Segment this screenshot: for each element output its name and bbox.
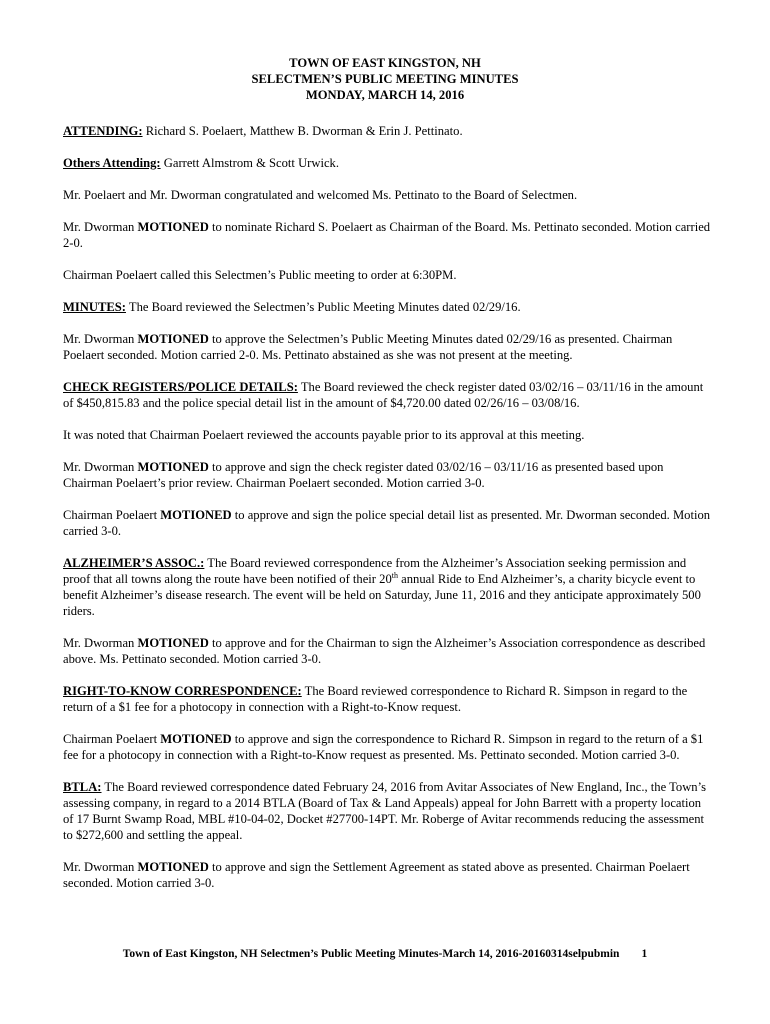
motion-paragraph	[63, 331, 713, 363]
paragraph-text: Chairman Poelaert	[63, 508, 161, 522]
paragraph-text: Mr. Dworman	[63, 460, 138, 474]
header-town: TOWN OF EAST KINGSTON, NH	[289, 56, 481, 70]
right-to-know-paragraph	[63, 683, 713, 715]
section-label: Others Attending:	[63, 156, 161, 170]
section-label: RIGHT-TO-KNOW CORRESPONDENCE:	[63, 684, 302, 698]
motion-keyword: MOTIONED	[160, 732, 232, 746]
btla-paragraph	[63, 779, 713, 843]
motion-paragraph	[63, 859, 713, 891]
minutes-paragraph	[63, 299, 713, 315]
check-registers-paragraph	[63, 379, 713, 411]
ordinal-suffix: th	[391, 570, 398, 580]
motion-paragraph	[63, 459, 713, 491]
paragraph-text: to approve the Selectmen’s Public Meeting Minutes dated 02/29/16 as presented. Chairman Poelaert seconded. Motion carried 2-0. Ms. Pettinato abstained as she was not present at the meeting.	[63, 332, 673, 362]
section-label: CHECK REGISTERS/POLICE DETAILS:	[63, 380, 298, 394]
paragraph-text: to nominate Richard S. Poelaert as Chairman of the Board. Ms. Pettinato seconded. Motion carried 2-0.	[63, 220, 711, 250]
header-title: SELECTMEN’S PUBLIC MEETING MINUTES	[251, 72, 519, 86]
footer-text: Town of East Kingston, NH Selectmen’s Public Meeting Minutes-March 14, 2016-20160314selpubmin	[122, 948, 620, 960]
attending-paragraph	[63, 123, 713, 139]
section-label: ALZHEIMER’S ASSOC.:	[63, 556, 205, 570]
minutes-body	[63, 123, 713, 907]
paragraph-text: Mr. Dworman	[63, 636, 138, 650]
motion-keyword: MOTIONED	[137, 636, 209, 650]
paragraph-text: to approve and sign the Settlement Agreement as stated above as presented. Chairman Poelaert seconded. Motion carried 3-0.	[63, 860, 690, 890]
call-to-order-paragraph: Chairman Poelaert called this Selectmen’s Public meeting to order at 6:30PM.	[63, 268, 457, 282]
page-footer	[0, 946, 770, 962]
paragraph-text: Chairman Poelaert	[63, 732, 161, 746]
alzheimers-paragraph	[63, 555, 713, 619]
paragraph-text: Mr. Dworman	[63, 860, 138, 874]
motion-keyword: MOTIONED	[160, 508, 232, 522]
section-label: BTLA:	[63, 780, 102, 794]
section-label: ATTENDING:	[63, 124, 143, 138]
document-header	[0, 55, 770, 103]
motion-paragraph	[63, 635, 713, 667]
welcome-paragraph: Mr. Poelaert and Mr. Dworman congratulated and welcomed Ms. Pettinato to the Board of Selectmen.	[63, 188, 578, 202]
motion-keyword: MOTIONED	[137, 860, 209, 874]
motion-paragraph	[63, 731, 713, 763]
motion-paragraph	[63, 219, 713, 251]
section-label: MINUTES:	[63, 300, 126, 314]
others-attending-paragraph	[63, 155, 713, 171]
paragraph-text: The Board reviewed correspondence to Richard R. Simpson in regard to the return of a $1 fee for a photocopy in connection with a Right-to-Know request.	[63, 684, 688, 714]
header-date: MONDAY, MARCH 14, 2016	[305, 88, 465, 102]
paragraph-text: Garrett Almstrom & Scott Urwick.	[160, 156, 339, 170]
note-paragraph: It was noted that Chairman Poelaert reviewed the accounts payable prior to its approval at this meeting.	[63, 428, 585, 442]
motion-paragraph	[63, 507, 713, 539]
paragraph-text: The Board reviewed correspondence from the Alzheimer’s Association seeking permission and proof that all towns along the route have been notified of their 20	[63, 556, 687, 586]
paragraph-text: Mr. Dworman	[63, 220, 138, 234]
paragraph-text: to approve and sign the check register dated 03/02/16 – 03/11/16 as presented based upon Chairman Poelaert’s prior review. Chairman Poelaert seconded. Motion carried 3-0.	[63, 460, 664, 490]
paragraph-text: to approve and for the Chairman to sign the Alzheimer’s Association correspondence as described above. Ms. Pettinato seconded. Motion carried 3-0.	[63, 636, 706, 666]
paragraph-text: Mr. Dworman	[63, 332, 138, 346]
motion-keyword: MOTIONED	[137, 220, 209, 234]
motion-keyword: MOTIONED	[137, 332, 209, 346]
paragraph-text: The Board reviewed correspondence dated February 24, 2016 from Avitar Associates of New England, Inc., the Town’s assessing company, in regard to a 2014 BTLA (Board of Tax & Land Appeals) appeal for John Barrett with a property location of 17 Burnt Swamp Road, MBL #10-04-02, Docket #27700-14PT. Mr. Roberge of Avitar recommends reducing the assessment to $272,600 and settling the appeal.	[63, 780, 706, 842]
paragraph-text: to approve and sign the police special detail list as presented. Mr. Dworman seconded. Motion carried 3-0.	[63, 508, 711, 538]
motion-keyword: MOTIONED	[137, 460, 209, 474]
paragraph-text: to approve and sign the correspondence to Richard R. Simpson in regard to the return of a $1 fee for a photocopy in connection with a Right-to-Know request as presented. Ms. Pettinato seconded. Motion carried 3-0.	[63, 732, 704, 762]
paragraph-text: The Board reviewed the check register dated 03/02/16 – 03/11/16 in the amount of $450,815.83 and the police special detail list in the amount of $4,720.00 dated 02/26/16 – 03/08/16.	[63, 380, 704, 410]
page-number: 1	[641, 948, 648, 960]
paragraph-text: annual Ride to End Alzheimer’s, a charity bicycle event to benefit Alzheimer’s disease research. The event will be held on Saturday, June 11, 2016 and they anticipate approximately 500 riders.	[63, 572, 701, 618]
paragraph-text: Richard S. Poelaert, Matthew B. Dworman & Erin J. Pettinato.	[142, 124, 463, 138]
paragraph-text: The Board reviewed the Selectmen’s Public Meeting Minutes dated 02/29/16.	[125, 300, 521, 314]
